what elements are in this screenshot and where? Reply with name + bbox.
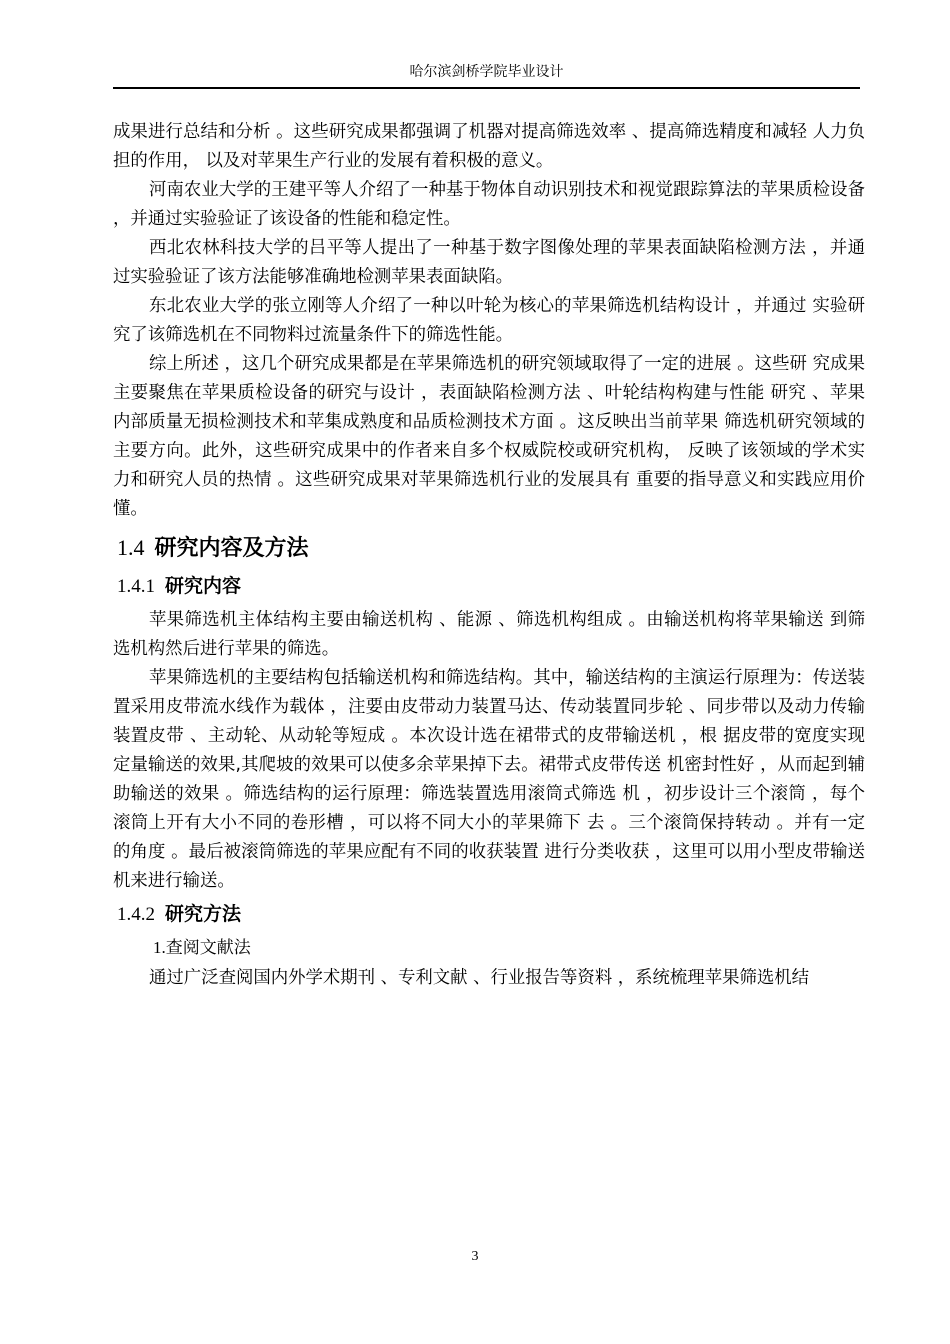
subsection-title: 研究方法 [165,903,242,925]
subsection-heading-1-4-1 [117,570,865,602]
paragraph-northeast: 东北农业大学的张立刚等人介绍了一种以叶轮为核心的苹果筛选机结构设计 ，并通过 实验研究了该筛选机在不同物料过流量条件下的筛选性能。 [113,296,865,345]
method-number: 1. [153,938,166,957]
subsection-number: 1.4.2 [117,904,155,925]
section-heading-1-4 [117,530,865,566]
subsection-title: 研究内容 [165,575,242,597]
header-divider [113,87,860,89]
section-title: 研究内容及方法 [154,536,309,561]
paragraph-mechanism: 苹果筛选机的主要结构包括输送机构和筛选结构。其中，输送结构的主演运行原理为：传送装置采用皮带流水线作为载体 ，注要由皮带动力装置马达、传动装置同步轮 、同步带以及动力传输装置皮带 、主动轮、从动轮等短成 。本次设计选在裙带式的皮带输送机 ，根 据皮带的宽度实现定量输送的效果,其爬坡的效果可以使多余苹果掉下去。裙带式皮带传送 机密封性好 ，从而起到辅助输送的效果 。筛选结构的运行原理：筛选装置选用滚筒式筛选 机 ，初步设计三个滚筒 ，每个滚筒上开有大小不同的卷形槽 ，可以将不同大小的苹果筛下 去 。三个滚筒保持转动 。并有一定的角度 。最后被滚筒筛选的苹果应配有不同的收获装置 进行分类收获 ，这里可以用小型皮带输送机来进行输送。 [113,668,865,891]
page-header: 哈尔滨剑桥学院毕业设计 [409,64,564,80]
section-number: 1.4 [117,535,145,560]
method-list-item [153,934,865,962]
paragraph-northwest: 西北农林科技大学的吕平等人提出了一种基于数字图像处理的苹果表面缺陷检测方法 ，并通过实验验证了该方法能够准确地检测苹果表面缺陷。 [113,238,865,287]
page-number: 3 [471,1249,479,1264]
method-label: 查阅文献法 [165,938,251,958]
paragraph-literature: 通过广泛查阅国内外学术期刊 、专利文献 、行业报告等资料 ，系统梳理苹果筛选机结 [149,968,810,988]
paragraph-conclusion: 综上所述 ，这几个研究成果都是在苹果筛选机的研究领域取得了一定的进展 。这些研 究成果主要聚焦在苹果质检设备的研究与设计 ，表面缺陷检测方法 、叶轮结构构建与性能 研究 、苹果内部质量无损检测技术和苹集成熟度和品质检测技术方面 。这反映出当前苹果 筛选机研究领域的主要方向。此外，这些研究成果中的作者来自多个权威院校或研究机构， 反映了该领域的学术实力和研究人员的热情 。这些研究成果对苹果筛选机行业的发展具有 重要的指导意义和实践应用价懂。 [113,354,865,519]
paragraph-henan: 河南农业大学的王建平等人介绍了一种基于物体自动识别技术和视觉跟踪算法的苹果质检设备 ，并通过实验验证了该设备的性能和稳定性。 [113,180,865,229]
paragraph-structure: 苹果筛选机主体结构主要由输送机构 、能源 、筛选机构组成 。由输送机构将苹果输送 到筛选机构然后进行苹果的筛选。 [113,610,865,659]
paragraph-summary-end: 成果进行总结和分析 。这些研究成果都强调了机器对提高筛选效率 、提高筛选精度和减轻 人力负担的作用， 以及对苹果生产行业的发展有着积极的意义。 [113,122,865,171]
subsection-heading-1-4-2 [117,898,865,930]
page-body [113,118,865,989]
subsection-number: 1.4.1 [117,576,155,597]
